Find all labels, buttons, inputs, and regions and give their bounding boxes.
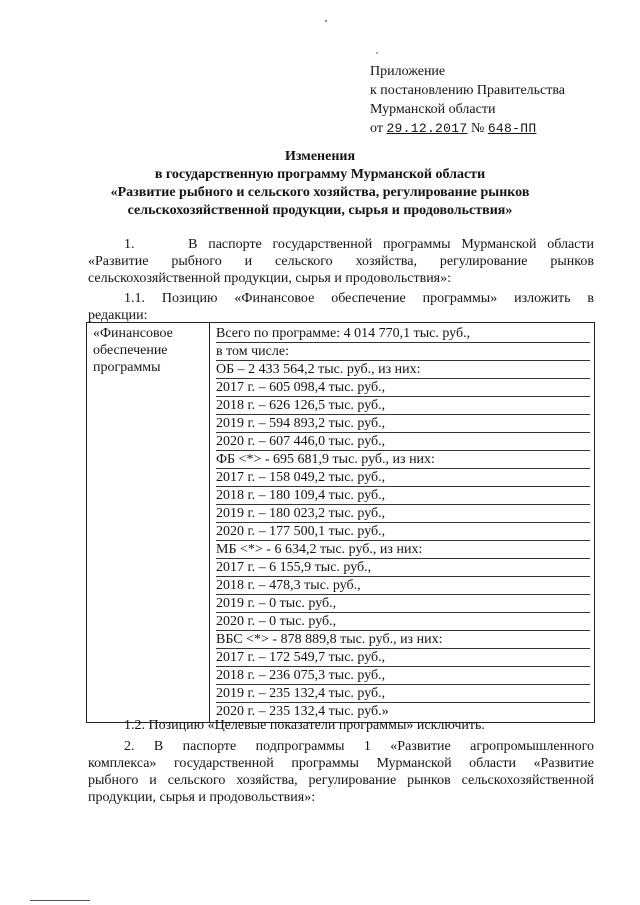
- financing-line: 2017 г. – 172 549,7 тыс. руб.,: [216, 649, 590, 667]
- paragraph-2-line-1: 2. В паспорте подпрограммы 1 «Развитие агропромышленного: [124, 739, 594, 754]
- paragraph-1-2-text: 1.2. Позицию «Целевые показатели программы» исключить.: [124, 718, 485, 733]
- number-prefix: №: [470, 121, 485, 136]
- financing-line: 2017 г. – 6 155,9 тыс. руб.,: [216, 559, 590, 577]
- document-date: 29.12.2017: [386, 121, 468, 136]
- left-line-1: «Финансовое: [93, 326, 173, 341]
- financing-line: 2018 г. – 180 109,4 тыс. руб.,: [216, 487, 590, 505]
- title-line-3: «Развитие рыбного и сельского хозяйства, регулирование рынков: [110, 185, 530, 200]
- table-left-cell: [87, 323, 210, 723]
- financing-table: [86, 322, 595, 723]
- financing-line: 2020 г. – 177 500,1 тыс. руб.,: [216, 523, 590, 541]
- paragraph-2: [88, 738, 594, 806]
- table-right-cell: [210, 323, 595, 723]
- financing-line: 2017 г. – 605 098,4 тыс. руб.,: [216, 379, 590, 397]
- financing-line: в том числе:: [216, 343, 590, 361]
- financing-line: 2019 г. – 594 893,2 тыс. руб.,: [216, 415, 590, 433]
- financing-line: 2020 г. – 0 тыс. руб.,: [216, 613, 590, 631]
- paragraph-2-line-3: рыбного и сельского хозяйства, регулирование рынков сельскохозяйственной: [88, 773, 594, 788]
- document-number: 648-ПП: [487, 121, 537, 136]
- financing-line: Всего по программе: 4 014 770,1 тыс. руб.,: [216, 325, 590, 343]
- table-row: [87, 323, 595, 723]
- financing-line: 2018 г. – 236 075,3 тыс. руб.,: [216, 667, 590, 685]
- title-line-1: Изменения: [284, 149, 356, 164]
- paragraph-2-line-2: комплекса» государственной программы Мурманской области «Развитие: [88, 756, 594, 771]
- appendix-line-3: Мурманской области: [370, 102, 496, 117]
- financing-line: 2018 г. – 478,3 тыс. руб.,: [216, 577, 590, 595]
- scan-mark: [325, 20, 327, 22]
- paragraph-1-1: [88, 290, 594, 324]
- page-edge-mark: [30, 900, 90, 901]
- paragraph-1: [88, 236, 594, 287]
- date-prefix: от: [370, 121, 383, 136]
- financing-line: 2020 г. – 607 446,0 тыс. руб.,: [216, 433, 590, 451]
- financing-line: ВБС <*> - 878 889,8 тыс. руб., из них:: [216, 631, 590, 649]
- paragraph-1-line-1: 1. В паспорте государственной программы Мурманской области: [124, 237, 594, 252]
- paragraph-1-line-2: «Развитие рыбного и сельского хозяйства, регулирование рынков: [88, 254, 594, 269]
- appendix-line-2: к постановлению Правительства: [370, 83, 566, 98]
- appendix-date-line: [370, 119, 565, 138]
- title-line-2: в государственную программу Мурманской области: [154, 167, 486, 182]
- financing-line: ФБ <*> - 695 681,9 тыс. руб., из них:: [216, 451, 590, 469]
- paragraph-1-2: [88, 717, 594, 734]
- financing-line: 2019 г. – 235 132,4 тыс. руб.,: [216, 685, 590, 703]
- appendix-line-1: Приложение: [370, 64, 446, 79]
- paragraph-1-line-3: сельскохозяйственной продукции, сырья и продовольствия»:: [88, 271, 452, 286]
- financing-line: ОБ – 2 433 564,2 тыс. руб., из них:: [216, 361, 590, 379]
- financing-line: 2019 г. – 0 тыс. руб.,: [216, 595, 590, 613]
- paragraph-1-1-line-2: редакции:: [88, 308, 148, 323]
- financing-line: 2020 г. – 235 132,4 тыс. руб.»: [216, 704, 389, 719]
- financing-line: 2018 г. – 626 126,5 тыс. руб.,: [216, 397, 590, 415]
- paragraph-2-line-4: продукции, сырья и продовольствия»:: [88, 790, 316, 805]
- title-line-4: сельскохозяйственной продукции, сырья и продовольствия»: [127, 203, 513, 218]
- financing-line: МБ <*> - 6 634,2 тыс. руб., из них:: [216, 541, 590, 559]
- document-title: [70, 148, 570, 220]
- paragraph-1-1-line-1: 1.1. Позицию «Финансовое обеспечение программы» изложить в: [124, 291, 594, 306]
- scan-dot: [376, 52, 378, 54]
- financing-line: 2017 г. – 158 049,2 тыс. руб.,: [216, 469, 590, 487]
- financing-line: 2019 г. – 180 023,2 тыс. руб.,: [216, 505, 590, 523]
- left-line-2: обеспечение: [93, 343, 168, 358]
- appendix-header: [370, 62, 565, 138]
- left-line-3: программы: [93, 360, 161, 375]
